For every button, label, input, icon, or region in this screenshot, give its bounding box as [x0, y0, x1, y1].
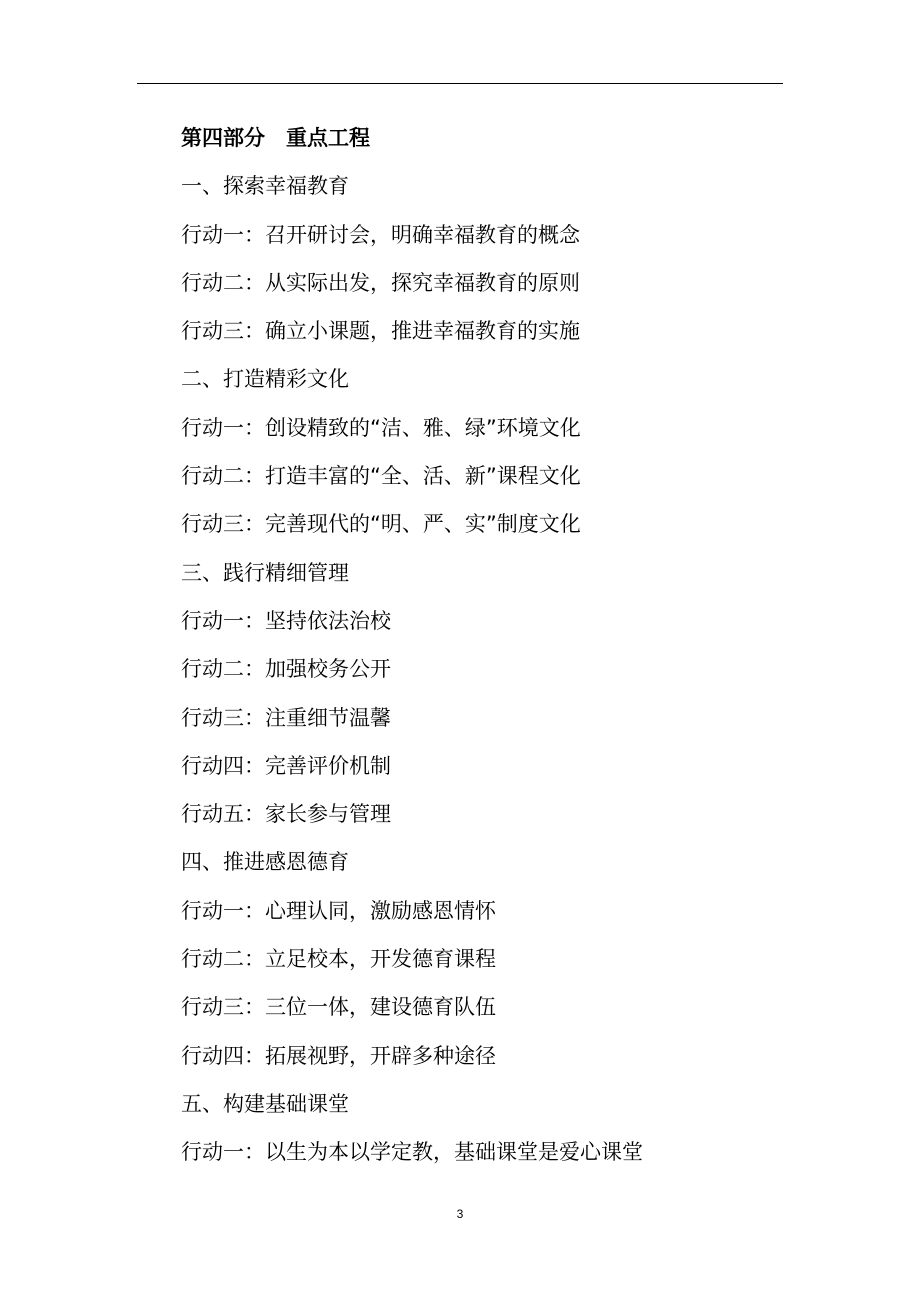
section-heading: 四、推进感恩德育	[181, 850, 349, 875]
action-item: 行动一：召开研讨会，明确幸福教育的概念	[181, 222, 580, 247]
action-item: 行动四：拓展视野，开辟多种途径	[181, 1043, 496, 1068]
page-number: 3	[456, 1207, 464, 1221]
action-item: 行动四：完善评价机制	[181, 753, 391, 778]
section-heading: 五、构建基础课堂	[181, 1091, 349, 1116]
action-item: 行动二：加强校务公开	[181, 657, 391, 682]
action-item: 行动三：注重细节温馨	[181, 705, 391, 730]
action-item: 行动三：三位一体，建设德育队伍	[181, 995, 496, 1020]
action-item: 行动一：坚持依法治校	[181, 608, 391, 633]
action-item: 行动二：立足校本，开发德育课程	[181, 947, 496, 972]
action-item: 行动一：创设精致的“洁、雅、绿”环境文化	[181, 415, 581, 440]
action-item: 行动一：以生为本以学定教，基础课堂是爱心课堂	[181, 1140, 643, 1165]
action-item: 行动二：打造丰富的“全、活、新”课程文化	[181, 464, 581, 489]
document-body	[181, 114, 791, 1177]
action-item: 行动五：家长参与管理	[181, 802, 391, 827]
part-heading: 第四部分 重点工程	[181, 126, 370, 150]
section-heading: 二、打造精彩文化	[181, 367, 349, 392]
action-item: 行动三：完善现代的“明、严、实”制度文化	[181, 512, 581, 537]
action-item: 行动三：确立小课题，推进幸福教育的实施	[181, 319, 580, 344]
section-heading: 三、践行精细管理	[181, 560, 349, 585]
section-heading: 一、探索幸福教育	[181, 174, 349, 199]
action-item: 行动二：从实际出发，探究幸福教育的原则	[181, 270, 580, 295]
action-item: 行动一：心理认同，激励感恩情怀	[181, 898, 496, 923]
header-rule	[137, 83, 783, 84]
